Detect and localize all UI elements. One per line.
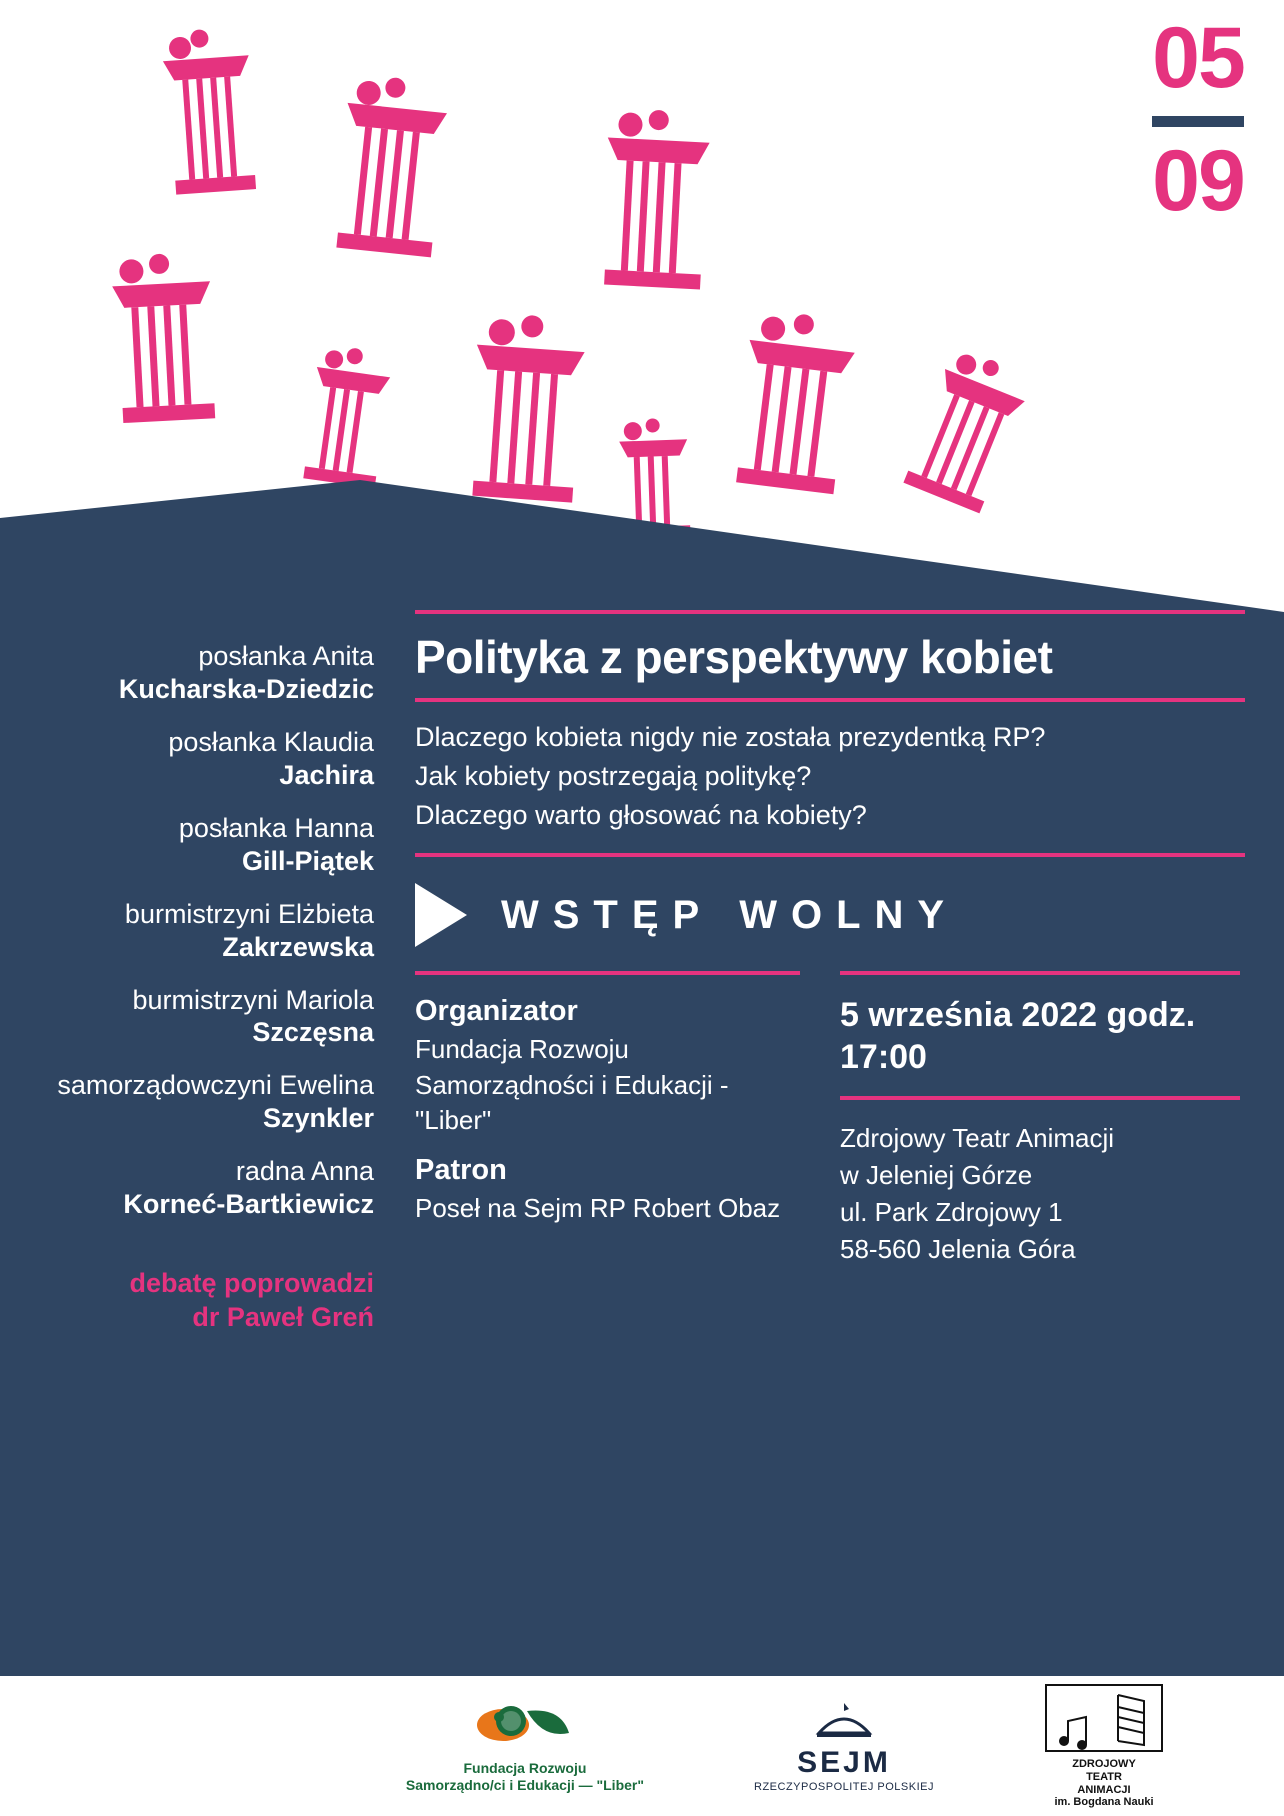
- poster-content: [0, 560, 1284, 1670]
- liber-logo-icon: [465, 1699, 585, 1755]
- page-title: Polityka z perspektywy kobiet: [415, 631, 1053, 683]
- footer-logos: [0, 1676, 1284, 1816]
- speaker-name: Jachira: [279, 759, 374, 790]
- speaker-role: burmistrzyni Elżbieta: [124, 898, 374, 929]
- bottom-columns: [415, 971, 1245, 1268]
- free-entry-label-1: WSTĘP: [501, 892, 714, 937]
- venue-line: 58-560 Jelenia Góra: [840, 1234, 1076, 1265]
- speaker-list: [0, 640, 392, 1335]
- speaker-role: posłanka Anita: [198, 641, 374, 671]
- divider-organizer: [415, 971, 800, 975]
- speaker-name: Korneć-Bartkiewicz: [123, 1189, 374, 1220]
- logo-zta: [1044, 1683, 1164, 1809]
- sejm-eagle-icon: [789, 1699, 899, 1743]
- moderator-name: dr Paweł Greń: [192, 1301, 374, 1332]
- speaker-role: posłanka Klaudia: [168, 726, 374, 757]
- list-item: [0, 726, 374, 792]
- list-item: [0, 984, 374, 1050]
- question-item: Dlaczego kobieta nigdy nie została prezydentką RP?: [415, 722, 1046, 752]
- play-triangle-icon: [415, 883, 467, 947]
- list-item: [0, 1069, 374, 1135]
- organizer-heading: Organizator: [415, 995, 578, 1028]
- logo-zta-line4: im. Bogdana Nauki: [1054, 1796, 1154, 1809]
- date-month: 09: [1152, 132, 1244, 229]
- question-list: [415, 702, 1245, 853]
- date-badge: [1152, 10, 1244, 229]
- speaker-role: posłanka Hanna: [178, 812, 374, 843]
- venue-line: ul. Park Zdrojowy 1: [840, 1197, 1063, 1228]
- logo-sejm: [754, 1699, 934, 1793]
- venue-line: Zdrojowy Teatr Animacji: [840, 1123, 1115, 1154]
- divider-event: [840, 971, 1240, 975]
- zta-theatre-icon: [1044, 1683, 1164, 1753]
- date-divider: [1152, 116, 1244, 127]
- speaker-name: Szynkler: [262, 1103, 374, 1134]
- logo-liber-line1: Fundacja Rozwoju: [463, 1759, 587, 1776]
- speaker-role: burmistrzyni Mariola: [132, 984, 374, 1015]
- logo-liber: [406, 1699, 644, 1794]
- free-entry-label-2: WOLNY: [739, 892, 959, 937]
- speaker-name: Gill-Piątek: [241, 845, 374, 876]
- list-item: [0, 812, 374, 878]
- speaker-name: Kucharska-Dziedzic: [118, 673, 374, 704]
- logo-zta-line2: TEATR: [1086, 1770, 1122, 1783]
- list-item: [0, 640, 374, 706]
- logo-liber-line2: Samorządno/ci i Edukacji — "Liber": [405, 1776, 644, 1793]
- date-day: 05: [1152, 10, 1244, 106]
- organizer-body: Fundacja Rozwoju Samorządności i Edukacji - "Liber": [415, 1034, 729, 1135]
- question-item: Jak kobiety postrzegają politykę?: [415, 761, 812, 792]
- event-venue: [840, 1120, 1240, 1268]
- event-kicker: debata: [1134, 560, 1245, 599]
- patron-heading: Patron: [415, 1153, 507, 1186]
- event-datetime: 5 września 2022 godz. 17:00: [840, 996, 1196, 1076]
- speaker-role: radna Anna: [235, 1156, 374, 1187]
- logo-zta-line3: ANIMACJI: [1077, 1783, 1131, 1796]
- logo-sejm-name: SEJM: [797, 1746, 891, 1779]
- free-entry-banner: [415, 857, 1245, 971]
- speaker-name: Szczęsna: [252, 1017, 374, 1048]
- moderator-block: [0, 1267, 374, 1335]
- list-item: [0, 1155, 374, 1221]
- main-panel: [415, 560, 1245, 1268]
- moderator-label: debatę poprowadzi: [129, 1268, 374, 1299]
- venue-line: w Jeleniej Górze: [840, 1160, 1033, 1191]
- patron-body: Poseł na Sejm RP Robert Obaz: [415, 1192, 781, 1223]
- event-details-column: [840, 971, 1240, 1268]
- logo-zta-line1: ZDROJOWY: [1072, 1758, 1136, 1771]
- organizer-column: [415, 971, 800, 1268]
- divider-venue: [840, 1096, 1240, 1100]
- speaker-role: samorządowczyni Ewelina: [57, 1070, 374, 1101]
- speaker-name: Zakrzewska: [222, 931, 374, 962]
- logo-sejm-sub: RZECZYPOSPOLITEJ POLSKIEJ: [754, 1781, 934, 1793]
- question-item: Dlaczego warto głosować na kobiety?: [415, 800, 867, 831]
- list-item: [0, 898, 374, 964]
